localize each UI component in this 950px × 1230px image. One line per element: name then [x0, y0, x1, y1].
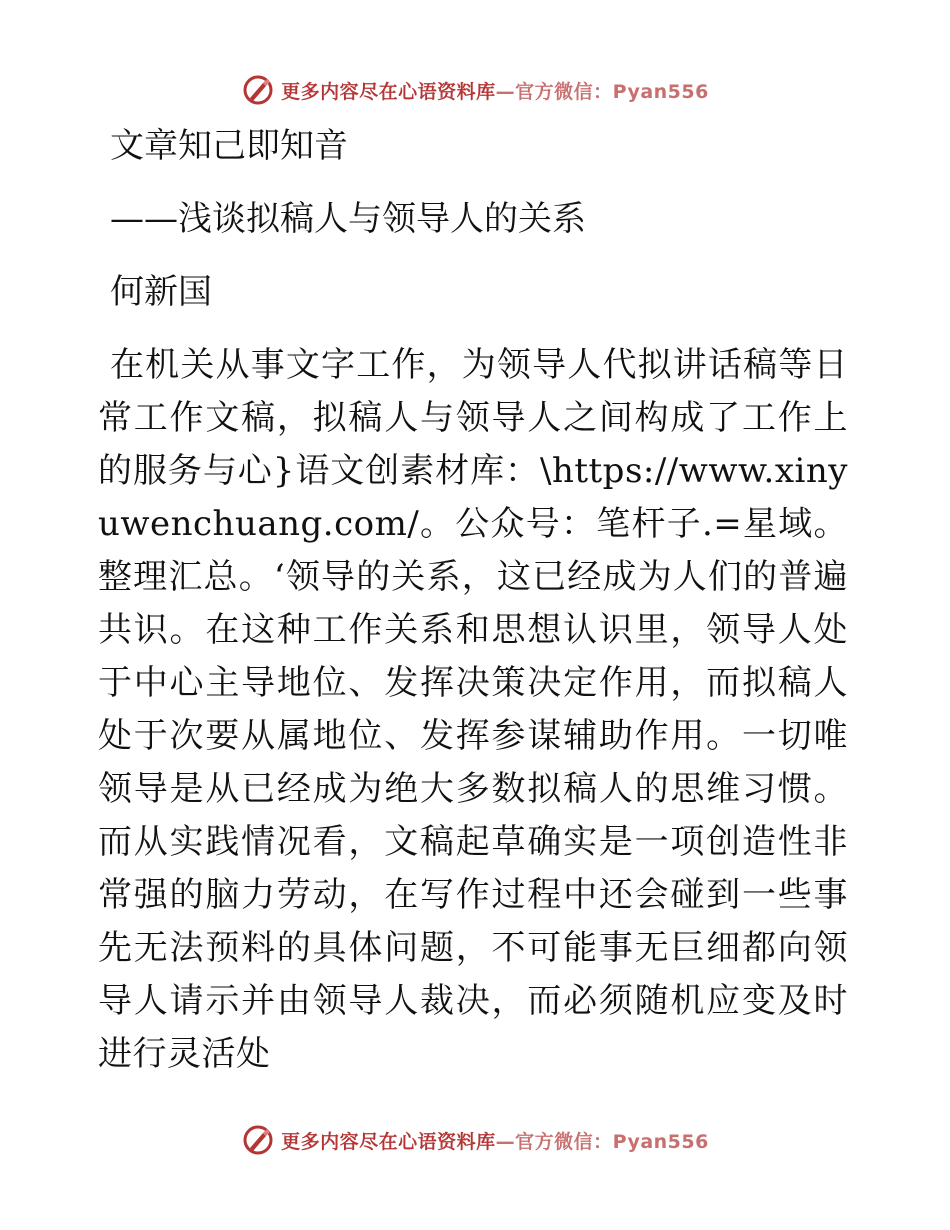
document-paragraph: 在机关从事文字工作，为领导人代拟讲话稿等日常工作文稿，拟稿人与领导人之间构成了工作上的服务与心}语文创素材库：\https://www.xinyuwenchuang.com/。公众号：笔杆子.=星域。整理汇总。‘领导的关系，这已经成为人们的普遍共识。在这种工作关系和思想认识里，领导人处于中心主导地位、发挥决策决定作用，而拟稿人处于次要从属地位、发挥参谋辅助作用。一切唯领导是从已经成为绝大多数拟稿人的思维习惯。而从实践情况看，文稿起草确实是一项创造性非常强的脑力劳动，在写作过程中还会碰到一些事先无法预料的具体问题，不可能事无巨细都向领导人请示并由领导人裁决，而必须随机应变及时进行灵活处 [98, 345, 848, 1074]
document-title: 文章知己即知音 [110, 126, 348, 166]
banner-dash: — [495, 80, 516, 103]
banner-brand: 更多内容尽在心语资料库 [281, 1130, 496, 1153]
pen-seal-icon [241, 1123, 275, 1157]
footer-banner-text [281, 1127, 709, 1154]
banner-dash: — [495, 1130, 516, 1153]
banner-suffix: 官方微信：Pyan556 [515, 1130, 709, 1153]
document-body [98, 120, 858, 1081]
banner-suffix: 官方微信：Pyan556 [515, 80, 709, 103]
document-author: 何新国 [110, 272, 212, 312]
header-banner-text [281, 77, 709, 104]
header-banner [0, 70, 950, 110]
pen-seal-icon [241, 73, 275, 107]
document-subtitle: ——浅谈拟稿人与领导人的关系 [110, 199, 586, 239]
footer-banner [0, 1120, 950, 1160]
banner-brand: 更多内容尽在心语资料库 [281, 80, 496, 103]
